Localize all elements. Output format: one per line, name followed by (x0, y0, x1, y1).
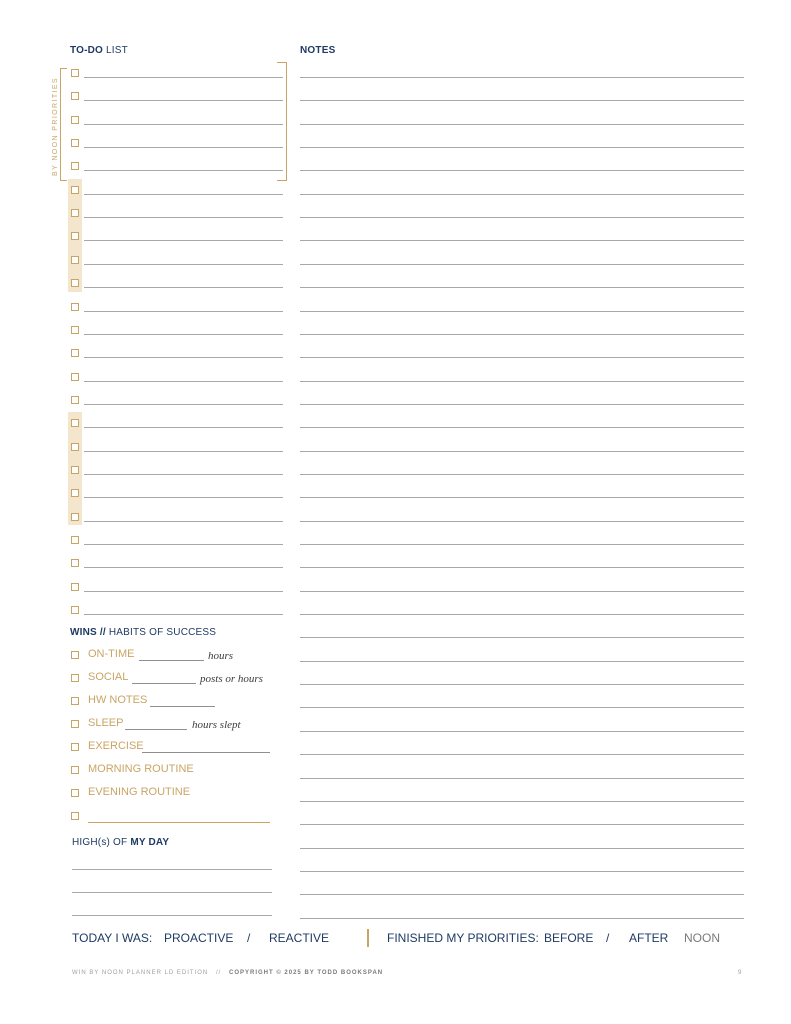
todo-checkbox[interactable] (71, 69, 79, 77)
todo-line[interactable] (84, 427, 283, 428)
todo-line[interactable] (84, 357, 283, 358)
proactive-option[interactable]: PROACTIVE (164, 931, 234, 945)
habit-checkbox-sleep[interactable] (71, 720, 79, 728)
todo-line[interactable] (84, 100, 283, 101)
notes-line[interactable] (300, 684, 744, 685)
todo-checkbox[interactable] (71, 162, 79, 170)
highs-line-1[interactable] (72, 869, 272, 870)
todo-checkbox[interactable] (71, 513, 79, 521)
notes-line[interactable] (300, 637, 744, 638)
todo-checkbox[interactable] (71, 256, 79, 264)
notes-line[interactable] (300, 77, 744, 78)
todo-line[interactable] (84, 124, 283, 125)
priorities-slash: / (606, 931, 610, 945)
todo-checkbox[interactable] (71, 606, 79, 614)
notes-line[interactable] (300, 451, 744, 452)
todo-checkbox[interactable] (71, 396, 79, 404)
todo-checkbox[interactable] (71, 419, 79, 427)
habit-checkbox-morning-routine[interactable] (71, 766, 79, 774)
todo-line[interactable] (84, 567, 283, 568)
habit-blank-on-time[interactable] (139, 660, 204, 661)
todo-checkbox[interactable] (71, 303, 79, 311)
wins-title-rest: HABITS OF SUCCESS (105, 627, 217, 638)
by-noon-priorities-label: BY NOON PRIORITIES (52, 77, 59, 176)
notes-line[interactable] (300, 497, 744, 498)
today-i-was-label: TODAY I WAS: (72, 931, 153, 945)
footer-divider (367, 929, 369, 947)
highs-title (72, 837, 169, 848)
todo-line[interactable] (84, 170, 283, 171)
todo-checkbox[interactable] (71, 139, 79, 147)
notes-line[interactable] (300, 894, 744, 895)
page-number: 9 (738, 970, 742, 976)
habit-label-on-time: ON-TIME (88, 648, 135, 660)
habit-blank-exercise[interactable] (142, 752, 270, 753)
habit-note-sleep: hours slept (192, 719, 241, 731)
notes-line[interactable] (300, 707, 744, 708)
notes-line[interactable] (300, 381, 744, 382)
notes-line[interactable] (300, 754, 744, 755)
notes-line[interactable] (300, 147, 744, 148)
todo-line[interactable] (84, 521, 283, 522)
notes-line[interactable] (300, 194, 744, 195)
notes-line[interactable] (300, 918, 744, 919)
bottom-separator: // (216, 970, 222, 976)
notes-line[interactable] (300, 614, 744, 615)
habit-checkbox-custom[interactable] (71, 812, 79, 820)
notes-line[interactable] (300, 544, 744, 545)
priorities-bracket-left (60, 68, 67, 181)
habit-blank-sleep[interactable] (125, 729, 187, 730)
todo-line[interactable] (84, 591, 283, 592)
habit-checkbox-evening-routine[interactable] (71, 789, 79, 797)
wins-title-bold: WINS (70, 627, 97, 638)
todo-checkbox[interactable] (71, 116, 79, 124)
habit-checkbox-social[interactable] (71, 674, 79, 682)
todo-title-bold: TO-DO (70, 45, 104, 56)
notes-line[interactable] (300, 521, 744, 522)
todo-title-rest: LIST (103, 45, 128, 56)
notes-line[interactable] (300, 778, 744, 779)
notes-line[interactable] (300, 404, 744, 405)
highs-prefix: HIGH(s) OF (72, 837, 131, 848)
habit-checkbox-hw-notes[interactable] (71, 697, 79, 705)
today-slash: / (247, 931, 251, 945)
notes-title: NOTES (300, 45, 336, 56)
todo-line[interactable] (84, 287, 283, 288)
todo-checkbox[interactable] (71, 326, 79, 334)
reactive-option[interactable]: REACTIVE (269, 931, 330, 945)
wins-title (70, 627, 216, 638)
wins-slashes: // (99, 627, 106, 638)
highs-line-2[interactable] (72, 892, 272, 893)
habit-label-morning-routine: MORNING ROUTINE (88, 763, 194, 775)
highs-bold: MY DAY (130, 837, 170, 848)
notes-line[interactable] (300, 357, 744, 358)
notes-line[interactable] (300, 848, 744, 849)
todo-title (70, 45, 128, 56)
habit-custom-line[interactable] (88, 822, 270, 823)
notes-line[interactable] (300, 287, 744, 288)
todo-line[interactable] (84, 497, 283, 498)
todo-checkbox[interactable] (71, 279, 79, 287)
notes-line[interactable] (300, 567, 744, 568)
before-option[interactable]: BEFORE (544, 931, 594, 945)
notes-line[interactable] (300, 661, 744, 662)
notes-line[interactable] (300, 871, 744, 872)
habit-label-sleep: SLEEP (88, 717, 124, 729)
todo-checkbox[interactable] (71, 489, 79, 497)
todo-line[interactable] (84, 404, 283, 405)
notes-line[interactable] (300, 801, 744, 802)
todo-line[interactable] (84, 614, 283, 615)
todo-checkbox[interactable] (71, 349, 79, 357)
habit-label-exercise: EXERCISE (88, 740, 144, 752)
edition-text: WIN BY NOON PLANNER LD EDITION (72, 970, 209, 976)
notes-line[interactable] (300, 124, 744, 125)
todo-line[interactable] (84, 194, 283, 195)
todo-line[interactable] (84, 451, 283, 452)
todo-checkbox[interactable] (71, 536, 79, 544)
habit-note-on-time: hours (208, 650, 234, 662)
todo-line[interactable] (84, 544, 283, 545)
notes-line[interactable] (300, 170, 744, 171)
todo-checkbox[interactable] (71, 559, 79, 567)
notes-line[interactable] (300, 591, 744, 592)
todo-line[interactable] (84, 311, 283, 312)
habit-note-social: posts or hours (200, 673, 263, 685)
copyright-text: COPYRIGHT © 2025 BY TODD BOOKSPAN (229, 970, 384, 976)
todo-line[interactable] (84, 381, 283, 382)
habit-blank-social[interactable] (132, 683, 196, 684)
notes-line[interactable] (300, 731, 744, 732)
todo-checkbox[interactable] (71, 466, 79, 474)
habit-label-hw-notes: HW NOTES (88, 694, 148, 706)
after-option[interactable]: AFTER (629, 931, 669, 945)
notes-line[interactable] (300, 427, 744, 428)
notes-line[interactable] (300, 100, 744, 101)
notes-line[interactable] (300, 474, 744, 475)
notes-line[interactable] (300, 217, 744, 218)
todo-line[interactable] (84, 474, 283, 475)
todo-checkbox[interactable] (71, 186, 79, 194)
todo-line[interactable] (84, 147, 283, 148)
habit-checkbox-on-time[interactable] (71, 651, 79, 659)
notes-line[interactable] (300, 824, 744, 825)
todo-checkbox[interactable] (71, 232, 79, 240)
todo-line[interactable] (84, 77, 283, 78)
habit-blank-hw-notes[interactable] (150, 706, 215, 707)
todo-checkbox[interactable] (71, 443, 79, 451)
notes-line[interactable] (300, 264, 744, 265)
todo-line[interactable] (84, 334, 283, 335)
notes-line[interactable] (300, 240, 744, 241)
todo-checkbox[interactable] (71, 583, 79, 591)
finished-priorities-label: FINISHED MY PRIORITIES: (387, 931, 539, 945)
todo-line[interactable] (84, 217, 283, 218)
todo-checkbox[interactable] (71, 92, 79, 100)
highs-line-3[interactable] (72, 915, 272, 916)
habit-checkbox-exercise[interactable] (71, 743, 79, 751)
habit-label-evening-routine: EVENING ROUTINE (88, 786, 191, 798)
habit-label-social: SOCIAL (88, 671, 129, 683)
notes-line[interactable] (300, 311, 744, 312)
priorities-bracket-right (277, 62, 287, 181)
todo-line[interactable] (84, 240, 283, 241)
todo-line[interactable] (84, 264, 283, 265)
notes-line[interactable] (300, 334, 744, 335)
todo-checkbox[interactable] (71, 373, 79, 381)
todo-checkbox[interactable] (71, 209, 79, 217)
noon-label: NOON (684, 931, 720, 945)
